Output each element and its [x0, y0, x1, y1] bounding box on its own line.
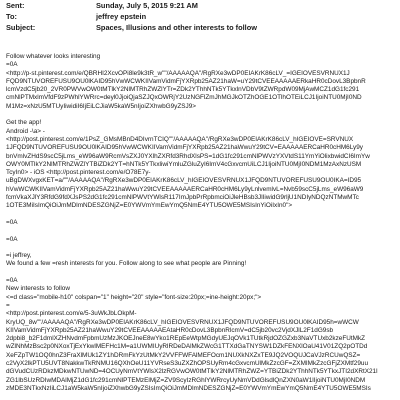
- ios-link[interactable]: TcyIn0> - iOS <http://post.pinterest.com/e/O78E7y-: [6, 169, 151, 177]
- subject-label: Subject:: [6, 23, 36, 32]
- interest-link[interactable]: c2VyX2lkPTU5UVT8NakkwTkRNMU16QXhOeU11YVRseS3uZXZhOPSUyRm4cGxvcmUlMkZzcGF=ZXMIMkZzcGFjZXMtf29uu: [6, 359, 369, 367]
- android-link[interactable]: bnVmlvZHdS9scC5jLms_eW96aW9RcmVsZXJ0YXlhZXRfd3RhdXlsPS=1dG1fc291cmNlPWVzYXVtdS11YmYiOlixbwidCI6ImYw: [6, 152, 370, 160]
- sent-row: [0, 0, 400, 11]
- interest-link[interactable]: 2dpbi8_b2F1dmlXZHNvdmFpbmUzMzJKOEJneE8wYko1REpEeWtpMGdyUEJqOVk1TUtkRjdOZGZxb3NaVTUxb2kzeFUtMkZ: [6, 335, 366, 343]
- sent-label: Sent:: [6, 1, 25, 10]
- interest-link[interactable]: dGVudCUzRDkzMDkwNTUwND=4OCUyNmVtYWlsX2lzRGVwOW0tMTlkY2NlMTRhZWZ=YTBiZDk2YThhNTk5YTkxJTI2dXRtX21l: [6, 368, 378, 376]
- section-heading: New interests to follow: [6, 285, 70, 293]
- android-link[interactable]: Android -\a> -: [6, 127, 45, 135]
- spacer: [6, 111, 394, 119]
- pinterest-link[interactable]: <http://p-st.pinterest.com/e/QBRHI2XcvOPi8le9k3tR_w""/AAAAAQA"/RgRXe3wDP0EIAKrK86cLV_=IGEIOVESVRNUX1J: [6, 69, 350, 77]
- interest-link[interactable]: <http://post.pinterest.com/e/5-3uWkJbLOkpM-: [6, 310, 137, 318]
- interest-link[interactable]: XeFZpTW1OQ0hnZ3FraXlMUk1ZY1hDRmFkYzUtMkY2VVFFWFAlMEFOcm1NUXkNXZxTE9JQ2VOQUJCaVJzRCUwQSZ=: [6, 351, 361, 359]
- spacer: [6, 244, 394, 252]
- android-link[interactable]: OWY0MTlkY2NlMTRhZWZlYTBiZDk2YT=hNTk5YTkxliwiYmluZGluZyI6ImV4cGxvcmUiLCJ1IjoiNTU0MjI0NDM1MzAxNzUSM: [6, 160, 362, 168]
- body-line: =: [6, 301, 10, 309]
- ios-link[interactable]: uBgDWXvgxKET=a/""/AAAAAQA"/RgRXe3wDP0EIAKrK86cLV_hIGEIOVESVRNUX1JFQD9NTUVOREFUSU9OU0IKA=ID95: [6, 177, 362, 185]
- pinterest-link[interactable]: M1Mz=xNzU5MTUyIiwidiI6IjEiLCJiaW5kaW5nIjoiZXhwbG9yZSJ9>: [6, 102, 196, 110]
- body-line: Follow whatever looks interesting: [6, 53, 101, 60]
- to-value: jeffrey epstein: [96, 12, 147, 21]
- body-line: =0A: [6, 277, 18, 285]
- body-line: =0A: [6, 218, 18, 226]
- pinterest-link[interactable]: FQD9NTUVOREFUSU9OU0lKAID95hVwWCWKIIVamVidmFjYXRpb25AZ21haW=uY29tCVEEAAAAAERkaHR0cDovL3BpbnR: [6, 77, 366, 85]
- body-line: <=d class="mobile-h10" colspan="1" height="20" style="font-size:20px;=ine-height:20px;">: [6, 293, 262, 301]
- body-line: =0A: [6, 61, 18, 69]
- android-link[interactable]: 1JFQD9NTUVOREFUSU9OU0lKAID95hVwWCWKIIVamVidmFjYXRpb25AZ21haWwuY29tCV=EAAAAAERCaHR0cHM6Ly9y: [6, 144, 363, 152]
- pinterest-link[interactable]: cmNlPTMxlmVfdF9zPWhlYWRrc=deyl0JjoiQjaSZJQxOWRjY2UzNGFlZmJhMGJkOTZhOGE1OTlhOTEiLCJ1IjoiNTU0MjI0ND: [6, 94, 362, 102]
- body-line: Get the app!: [6, 119, 42, 127]
- to-label: To:: [6, 12, 17, 21]
- interest-link[interactable]: wZlNhMzBsc2p0NXoxTjExYkwlMEFHc1M=a1UWMIUyRlRDeDAlMkZWcG1TTXdGaTNYSW1DZkFENXlOaU41V01ZQ2pOTDd: [6, 343, 368, 351]
- to-row: [0, 11, 400, 22]
- subject-row: [0, 22, 400, 33]
- intro-text: We found a few =resh interests for you. Follow along to see what people are Pinning!: [6, 260, 247, 268]
- greeting: =i jeffrey,: [6, 252, 32, 260]
- interest-link[interactable]: KryUQ_8w""/AAAAAQA"/RgRXe3wDP0EIAKrK86cLV_hIGEIOVESVRNUX1JFQD9NTUVOREFUSU9OU0lKAID95h=wWCW: [6, 318, 359, 326]
- subject-value: Spaces, Illusions and other interests to follow: [96, 23, 257, 32]
- android-link[interactable]: <http://post.pinterest.com/e/1PsZ_GMsMBnD4DIvrnTCIQ""/AAAAAQA"/RgRXe3wDP0EIAKrK86cLV_hIGEIOVE=SRVNUX: [6, 135, 354, 143]
- ios-link[interactable]: fcmVkaXJlY3RfdG9fdXJsPS2dG1fc291cmNlPWVtYWlsR117ImJpbPrRpbmciOiJleHBsb3JlIiwidG9rljU1NDIyNDQzNTMwMTc: [6, 194, 359, 202]
- interest-link[interactable]: zMDE3NTkxNzIiLCJ1aW5kaW5nIjoiZXhwbG9yZSIsImQiOiJmMDlmNDESZGNjZ=E0YWVmYmEwYmQ5NmE4YTU5OWE5MSIs: [6, 384, 371, 392]
- email-body: [6, 53, 394, 393]
- spacer: [6, 269, 394, 277]
- sent-value: Sunday, July 5, 2015 9:21 AM: [96, 1, 198, 10]
- interest-link[interactable]: KIIVamVidmFjYXRpb25AZ21haWwuY29tCVEEAAAAAEAtaHR0cDovL3BpbnRlcmV=dC5jb20vc2VjdXJlL2F1dG9sb: [6, 326, 334, 334]
- spacer: [6, 227, 394, 235]
- pinterest-link[interactable]: lcmVzdC5jb20_2VR0PWVwOW0tMTlkY2NlMTRhZWZlYTr=ZDk2YThhNTk5YTkxlnVDbV9tZWRpdW09MjAwMCZ1dG1fc291: [6, 86, 360, 94]
- spacer: [6, 211, 394, 219]
- ios-link[interactable]: 1OTE3MiIsImQiOiJmMDlmNDESZGNjZ=E0YWVmYmEwYmQ5NmE4YTU5OWE5MSIsInYiOiIxIn0">: [6, 202, 293, 210]
- interest-link[interactable]: ZG1lbSUzRDIwMDAlMjZ1dG1fc291cmNlPTEMzElMjZ=ZV9ScyIzRGhlYWRrcyUyNmVDdGlsdlQnZXN0aW1lIjoiNTU0MjI0NDM: [6, 376, 366, 384]
- ios-link[interactable]: hVwWCWKIIVamVidmFjYXRpb25AZ21haWwuY29tCVEEAAAAAERCaHR0cHM6Ly9yLnlvemlvL=Nvb59scC5jLms_eW96aW9: [6, 185, 364, 193]
- body-line: =0A: [6, 235, 18, 243]
